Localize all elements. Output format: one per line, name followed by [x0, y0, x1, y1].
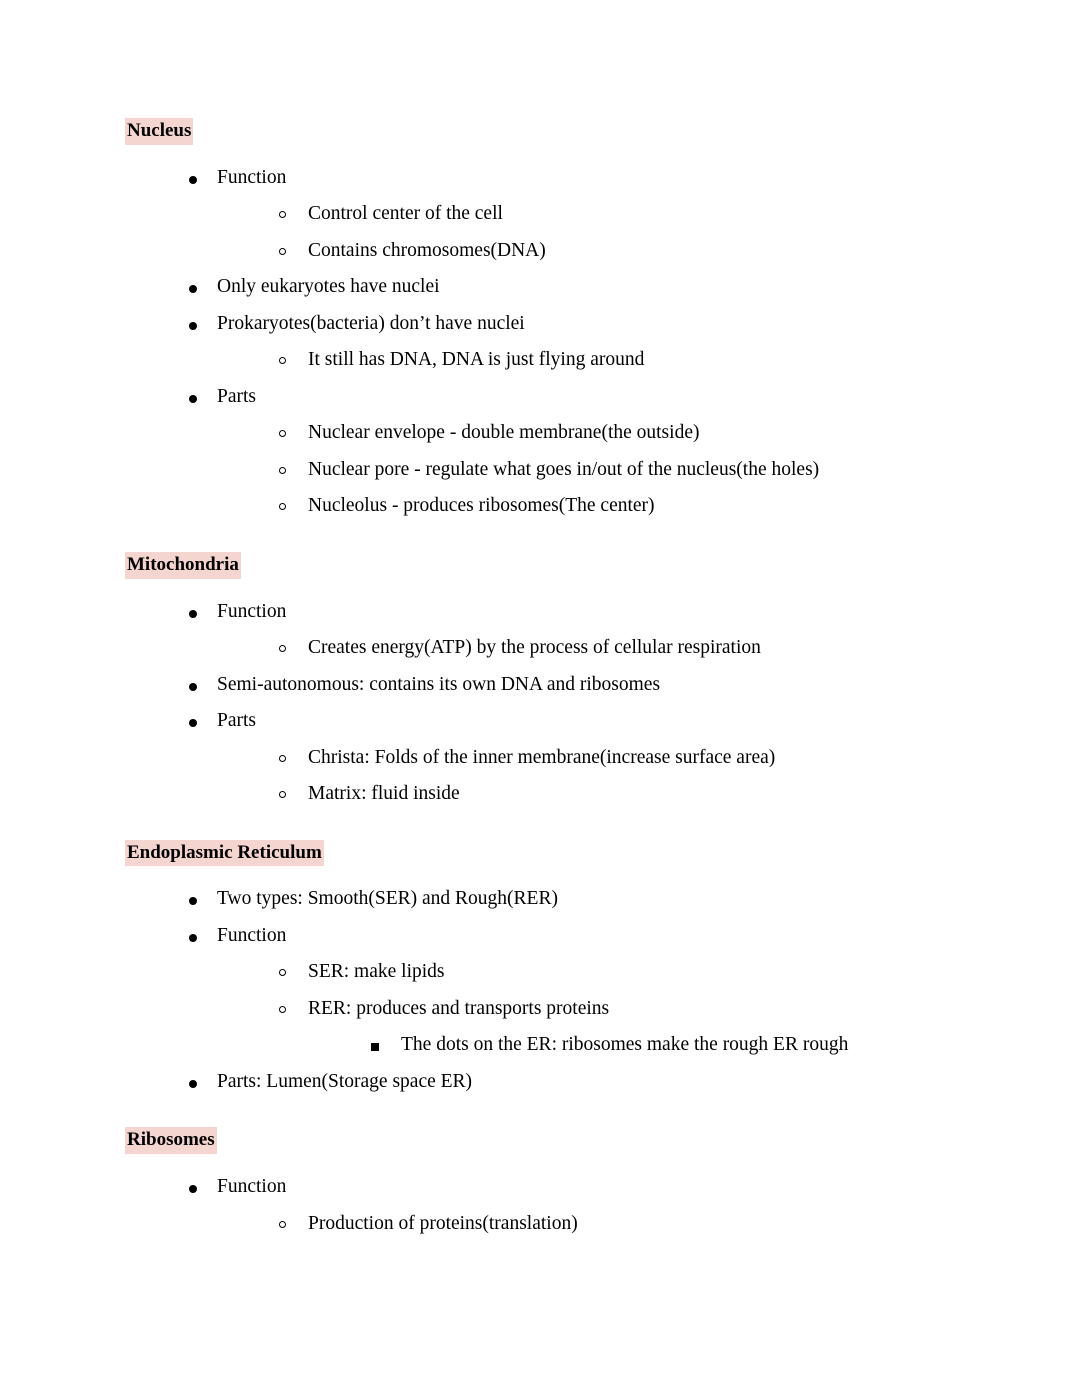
list-item-text: Two types: Smooth(SER) and Rough(RER) [217, 888, 558, 910]
list-item [189, 1177, 960, 1233]
list-item [279, 999, 960, 1055]
list-item [279, 241, 960, 261]
list-item [279, 460, 960, 480]
list-item [189, 277, 960, 297]
list-item-text: Function [217, 166, 287, 188]
bullet-list-level1 [125, 602, 960, 804]
list-item-text: Parts [217, 385, 256, 407]
bullet-list-level2 [217, 1214, 960, 1234]
section-nucleus [125, 118, 960, 516]
list-item-text: Only eukaryotes have nuclei [217, 276, 440, 298]
list-item [189, 675, 960, 695]
bullet-list-level2 [217, 638, 960, 658]
list-item-text: Contains chromosomes(DNA) [308, 239, 546, 261]
section-heading: Ribosomes [125, 1127, 217, 1154]
list-item [279, 962, 960, 982]
list-item-text: Prokaryotes(bacteria) don’t have nuclei [217, 312, 525, 334]
list-item-text: Nuclear envelope - double membrane(the outside) [308, 422, 700, 444]
list-item-text: Nuclear pore - regulate what goes in/out of the nucleus(the holes) [308, 458, 820, 480]
list-item [279, 784, 960, 804]
list-item-text: SER: make lipids [308, 961, 445, 983]
list-item-text: Function [217, 924, 287, 946]
list-item [279, 748, 960, 768]
list-item [279, 1214, 960, 1234]
list-item [279, 496, 960, 516]
list-item [189, 926, 960, 1055]
heading-wrap [125, 840, 960, 873]
list-item [189, 314, 960, 370]
section-ribosomes [125, 1127, 960, 1233]
list-item [189, 1072, 960, 1092]
bullet-list-level1 [125, 889, 960, 1091]
list-item [189, 711, 960, 804]
list-item-text: Function [217, 600, 287, 622]
bullet-list-level3 [308, 1035, 960, 1055]
list-item-text: RER: produces and transports proteins [308, 997, 610, 1019]
list-item [279, 350, 960, 370]
section-heading: Mitochondria [125, 552, 241, 579]
section-endoplasmic-reticulum [125, 840, 960, 1092]
bullet-list-level2 [217, 962, 960, 1055]
list-item-text: Parts: Lumen(Storage space ER) [217, 1070, 473, 1092]
list-item [279, 204, 960, 224]
list-item-text: Christa: Folds of the inner membrane(increase surface area) [308, 746, 776, 768]
list-item [189, 168, 960, 261]
list-item-text: Function [217, 1176, 287, 1197]
list-item-text: Semi-autonomous: contains its own DNA and ribosomes [217, 673, 661, 695]
list-item [279, 423, 960, 443]
list-item-text: Parts [217, 710, 256, 731]
bullet-list-level1 [125, 1177, 960, 1233]
heading-wrap [125, 552, 960, 585]
list-item-text: Creates energy(ATP) by the process of cellular respiration [308, 637, 761, 658]
section-heading: Nucleus [125, 118, 193, 145]
section-heading: Endoplasmic Reticulum [125, 840, 324, 867]
list-item-text: Control center of the cell [308, 203, 503, 225]
list-item [189, 889, 960, 909]
heading-wrap [125, 118, 960, 151]
list-item [279, 638, 960, 658]
bullet-list-level2 [217, 350, 960, 370]
list-item [189, 387, 960, 516]
bullet-list-level2 [217, 748, 960, 804]
list-item [189, 602, 960, 658]
section-mitochondria [125, 552, 960, 804]
bullet-list-level1 [125, 168, 960, 516]
list-item-text: Production of proteins(translation) [308, 1212, 578, 1234]
list-item-text: The dots on the ER: ribosomes make the rough ER rough [401, 1034, 849, 1056]
list-item [371, 1035, 960, 1055]
heading-wrap [125, 1127, 960, 1160]
list-item-text: It still has DNA, DNA is just flying around [308, 349, 645, 371]
bullet-list-level2 [217, 423, 960, 516]
list-item-text: Nucleolus - produces ribosomes(The center) [308, 495, 655, 517]
bullet-list-level2 [217, 204, 960, 260]
list-item-text: Matrix: fluid inside [308, 783, 460, 804]
